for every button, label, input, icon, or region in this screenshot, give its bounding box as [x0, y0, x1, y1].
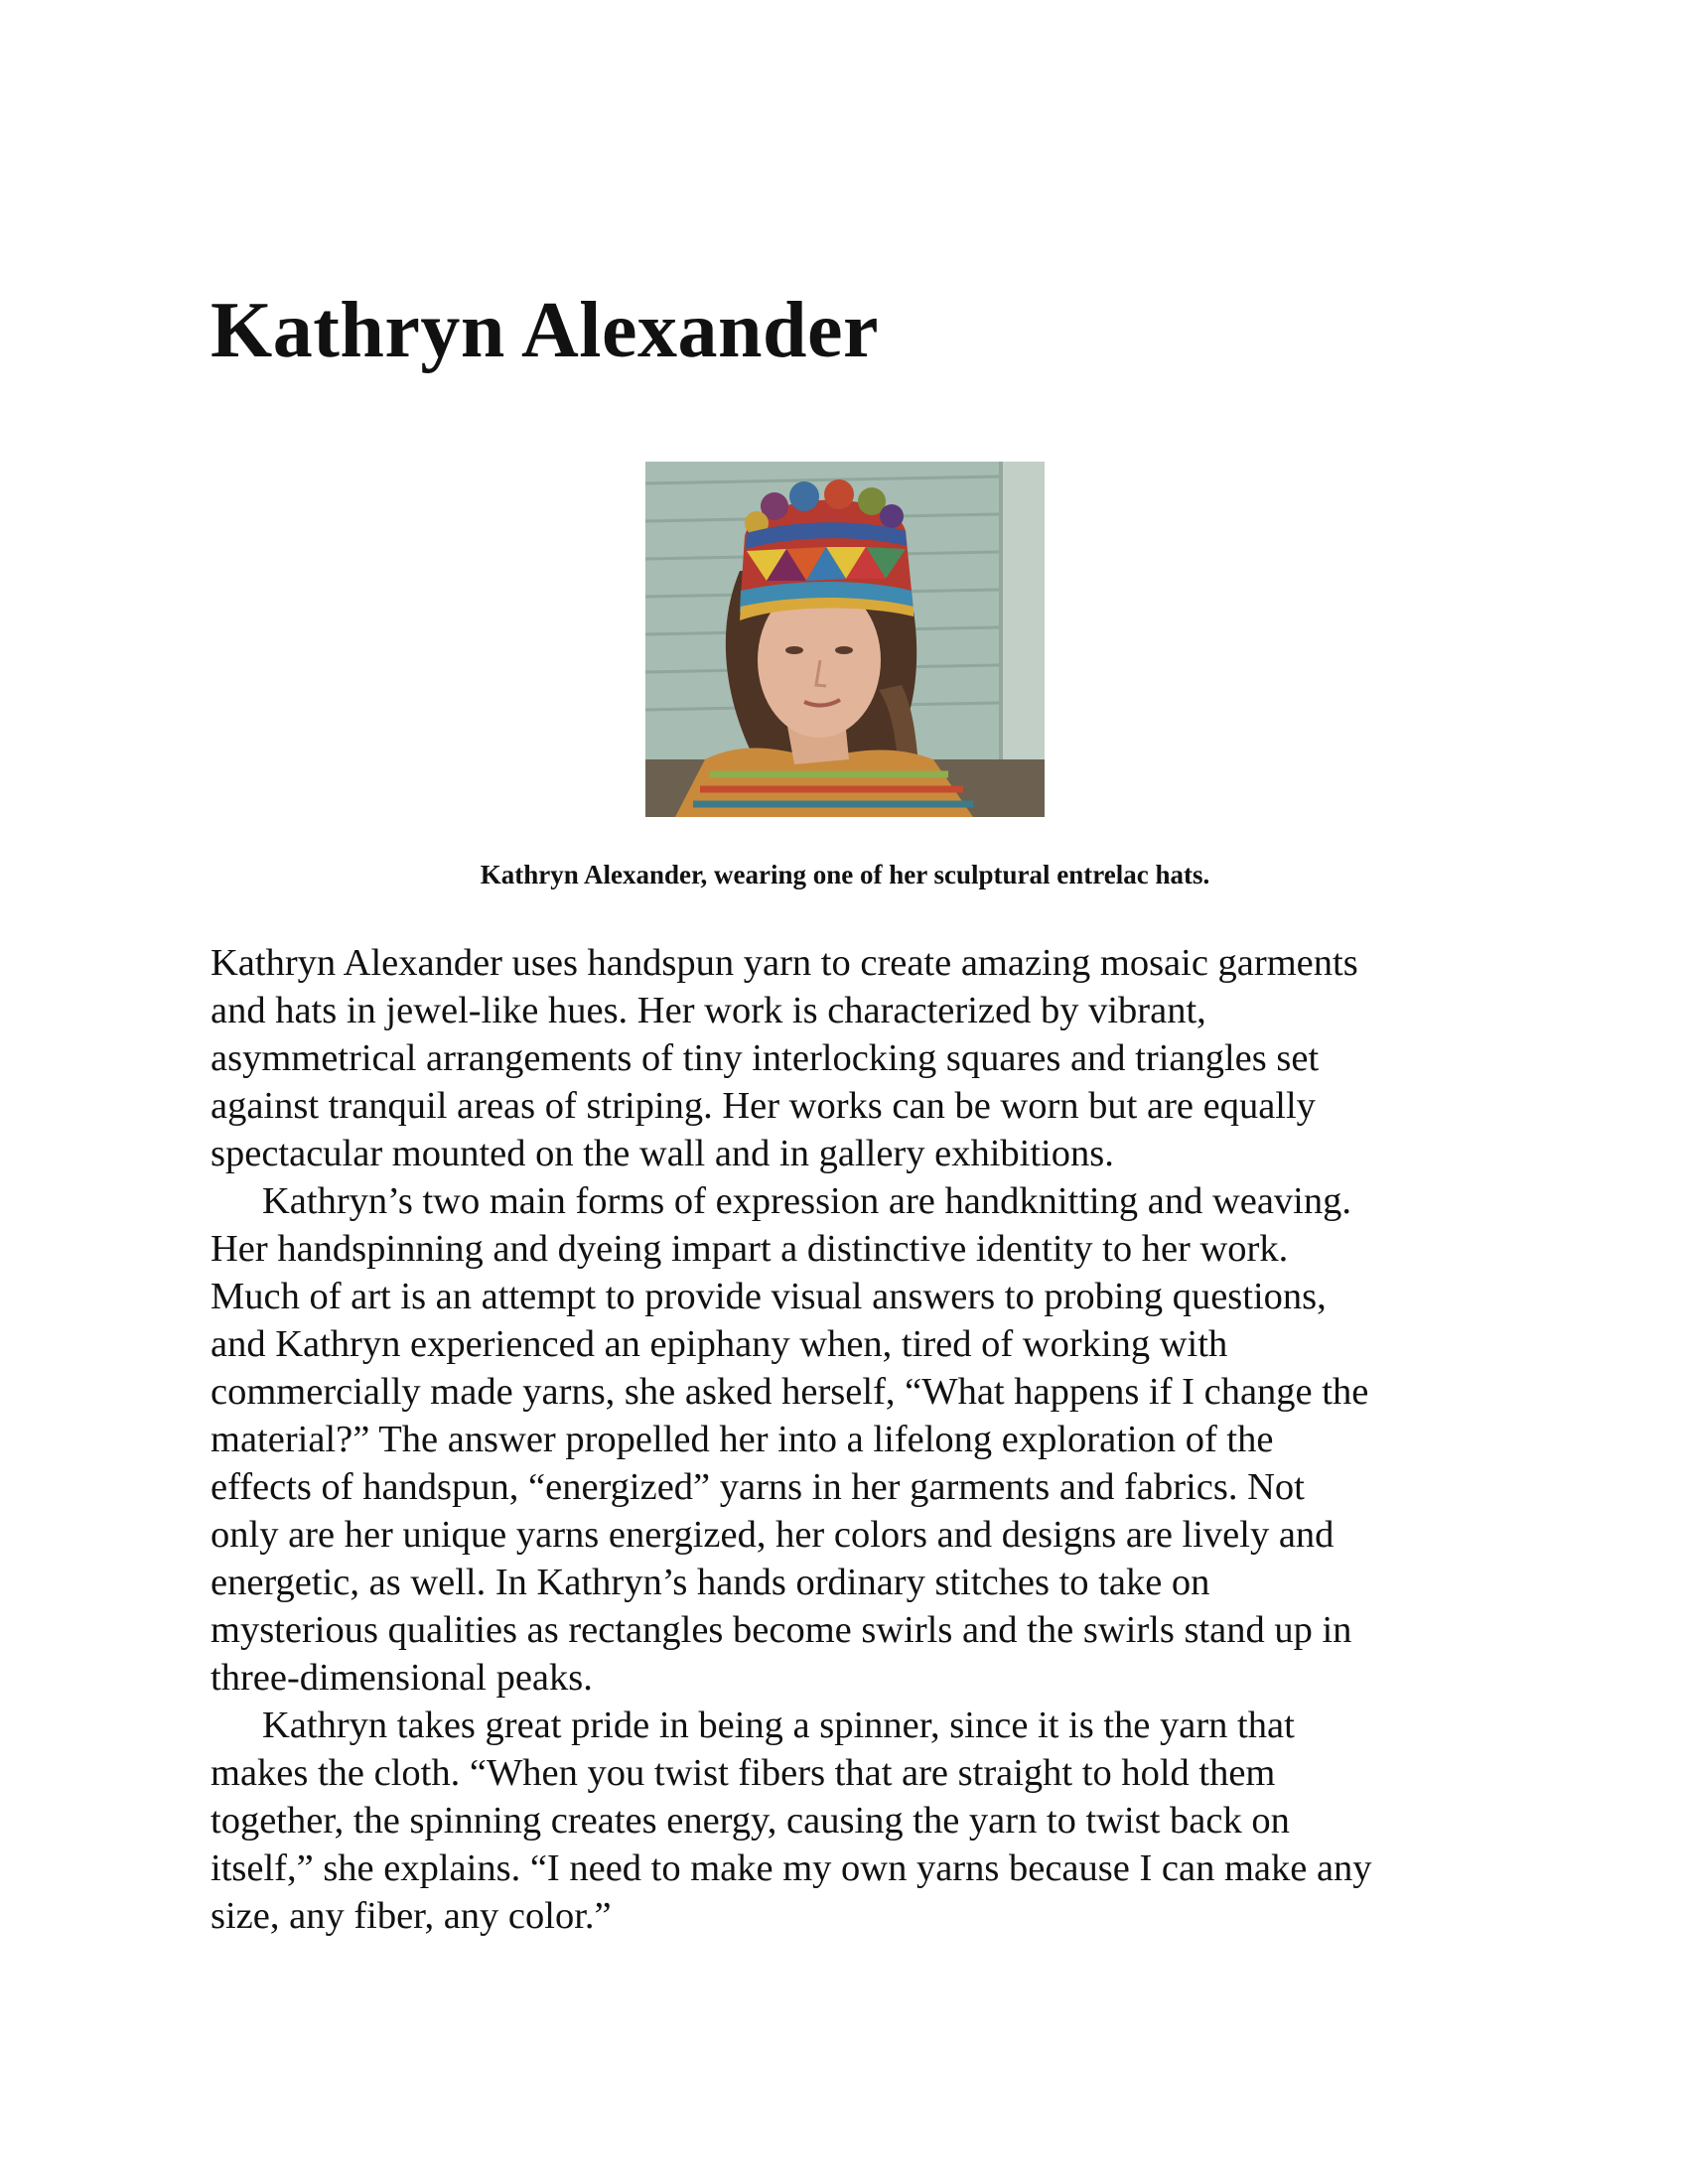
body-line: Her handspinning and dyeing impart a distinctive identity to her work. — [211, 1228, 1289, 1270]
body-line: asymmetrical arrangements of tiny interlocking squares and triangles set — [211, 1037, 1320, 1079]
body-line: itself,” she explains. “I need to make my own yarns because I can make any — [211, 1847, 1372, 1889]
body-line: three-dimensional peaks. — [211, 1657, 593, 1699]
body-line: commercially made yarns, she asked herself, “What happens if I change the — [211, 1371, 1369, 1413]
body-line: and Kathryn experienced an epiphany when, tired of working with — [211, 1323, 1228, 1365]
body-line: spectacular mounted on the wall and in gallery exhibitions. — [211, 1133, 1114, 1174]
body-paragraph — [211, 939, 1491, 1177]
body-line: Kathryn takes great pride in being a spinner, since it is the yarn that — [262, 1705, 1295, 1746]
portrait-photo — [645, 462, 1045, 817]
body-paragraph — [211, 1177, 1491, 1702]
body-line: size, any fiber, any color.” — [211, 1895, 612, 1937]
body-line: against tranquil areas of striping. Her works can be worn but are equally — [211, 1085, 1316, 1127]
body-line: and hats in jewel-like hues. Her work is characterized by vibrant, — [211, 990, 1206, 1031]
body-line: material?” The answer propelled her into a lifelong exploration of the — [211, 1419, 1274, 1460]
photo-caption: Kathryn Alexander, wearing one of her sculptural entrelac hats. — [480, 860, 1210, 889]
body-line: together, the spinning creates energy, causing the yarn to twist back on — [211, 1800, 1290, 1842]
article-body — [211, 939, 1491, 1940]
body-line: Kathryn Alexander uses handspun yarn to create amazing mosaic garments — [211, 942, 1358, 984]
body-line: effects of handspun, “energized” yarns in her garments and fabrics. Not — [211, 1466, 1305, 1508]
body-line: Much of art is an attempt to provide visual answers to probing questions, — [211, 1276, 1327, 1317]
body-line: makes the cloth. “When you twist fibers that are straight to hold them — [211, 1752, 1276, 1794]
body-line: Kathryn’s two main forms of expression are handknitting and weaving. — [262, 1180, 1352, 1222]
body-paragraph — [211, 1702, 1491, 1940]
body-line: mysterious qualities as rectangles become swirls and the swirls stand up in — [211, 1609, 1352, 1651]
article-title: Kathryn Alexander — [211, 287, 879, 374]
body-line: energetic, as well. In Kathryn’s hands ordinary stitches to take on — [211, 1562, 1210, 1603]
body-line: only are her unique yarns energized, her colors and designs are lively and — [211, 1514, 1335, 1556]
